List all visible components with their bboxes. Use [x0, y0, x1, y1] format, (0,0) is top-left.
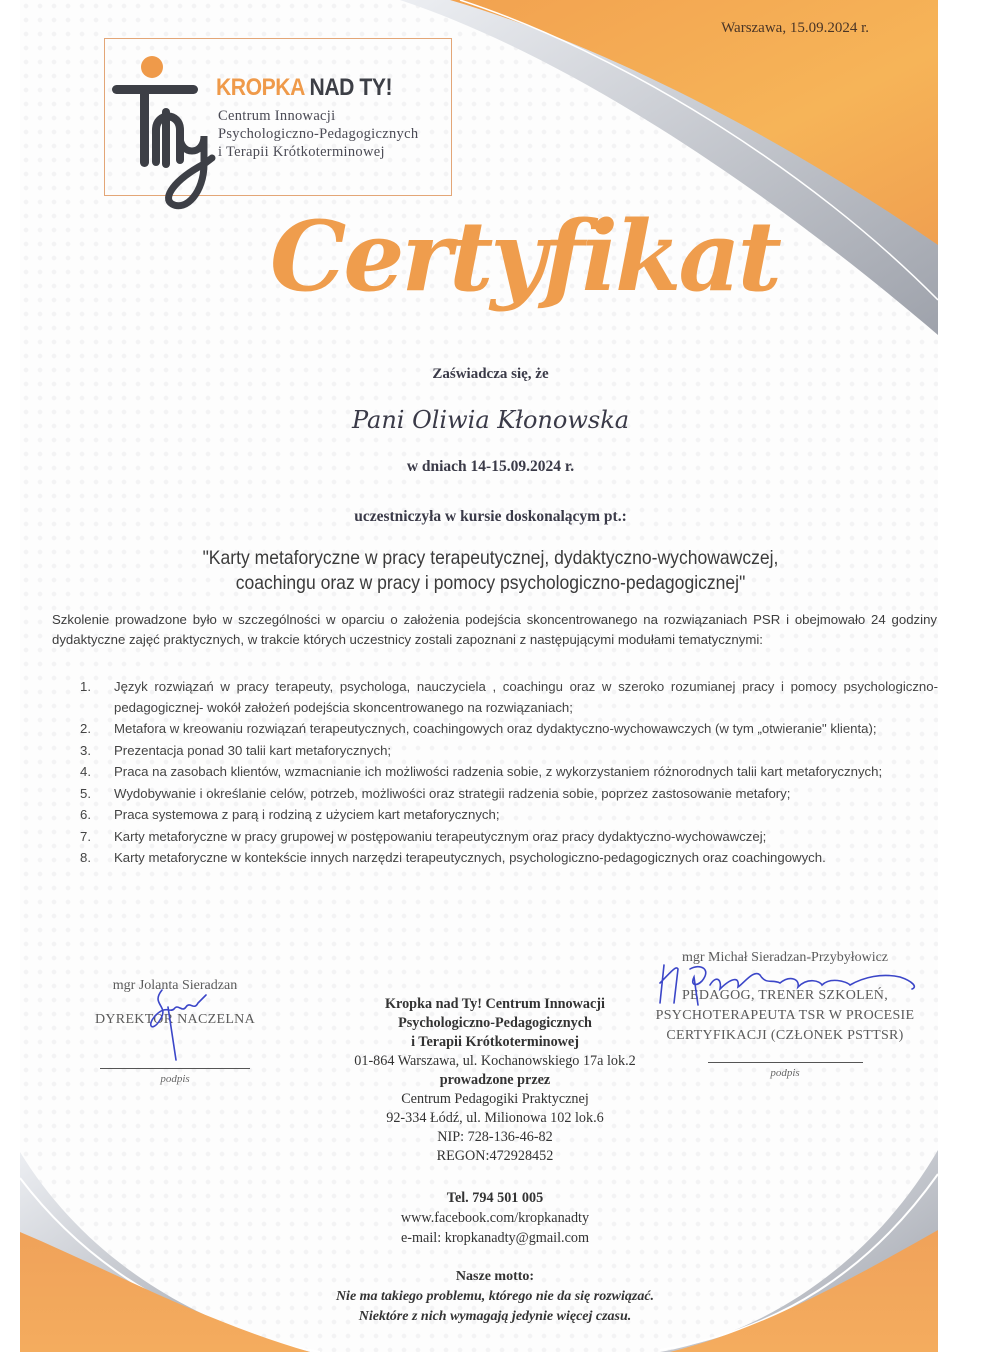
module-text: Wydobywanie i określanie celów, potrzeb, możliwości oraz strategii radzenia sobie, poprzez zastosowanie metafory;: [114, 785, 791, 801]
module-number: 7.: [80, 828, 91, 844]
logo-subtitle-line: Centrum Innowacji: [218, 108, 336, 124]
module-number: 1.: [80, 679, 91, 694]
operator-address: 92-334 Łódź, ul. Milionowa 102 lok.6: [386, 1110, 604, 1126]
logo-subtitle: [218, 107, 418, 161]
contact-info: [300, 1188, 690, 1248]
phone-number: Tel. 794 501 005: [446, 1190, 544, 1206]
module-item: [80, 677, 938, 718]
module-text: Prezentacja ponad 30 talii kart metaforycznych;: [114, 742, 392, 758]
module-item: [80, 762, 938, 783]
module-item: [80, 719, 938, 740]
module-number: 6.: [80, 807, 91, 822]
organization-name-line: i Terapii Krótkoterminowej: [411, 1034, 579, 1050]
organization-info: [300, 995, 690, 1166]
course-dates: w dniach 14-15.09.2024 r.: [406, 458, 575, 475]
module-number: 5.: [80, 785, 91, 801]
signatory-role: CERTYFIKACJI (CZŁONEK PSTTSR): [666, 1028, 904, 1043]
logo-subtitle-line: Psychologiczno-Pedagogicznych: [218, 126, 419, 142]
module-number: 8.: [80, 850, 91, 865]
motto-line: Niektóre z nich wymagają jedynie więcej czasu.: [358, 1309, 632, 1324]
email-link[interactable]: e-mail: kropkanadty@gmail.com: [401, 1230, 589, 1246]
module-text: Język rozwiązań w pracy terapeuty, psychologa, nauczyciela , coachingu oraz w szeroko rozumianej pracy i pomocy psychologiczno-pedagogicznej- wokół założeń podejścia skoncentrowanego na rozwiązaniach;: [114, 679, 938, 715]
signatory-name: mgr Michał Sieradzan-Przybyłowicz: [681, 950, 889, 965]
module-item: [80, 848, 938, 869]
operator-name: Centrum Pedagogiki Praktycznej: [401, 1091, 589, 1107]
handwritten-signature-trainer: [650, 955, 930, 1015]
kropka-nad-ty-logo-icon: [108, 52, 218, 222]
motto-line: Nie ma takiego problemu, którego nie da się rozwiązać.: [335, 1289, 655, 1304]
signature-caption: podpis: [770, 1067, 800, 1079]
module-number: 3.: [80, 742, 91, 758]
motto-label: Nasze motto:: [455, 1269, 535, 1284]
recipient-name: Pani Oliwia Kłonowska: [351, 406, 630, 434]
organization-name-line: Kropka nad Ty! Centrum Innowacji: [385, 996, 605, 1012]
course-title-line: "Karty metaforyczne w pracy terapeutycznej, dydaktyczno-wychowawczej,: [202, 547, 779, 569]
nip-number: NIP: 728-136-46-82: [437, 1129, 553, 1145]
facebook-link[interactable]: www.facebook.com/kropkanadty: [400, 1210, 590, 1226]
regon-number: REGON:472928452: [436, 1148, 554, 1164]
module-item: [80, 784, 938, 805]
signatory-role: DYREKTOR NACZELNA: [94, 1012, 255, 1027]
module-text: Metafora w kreowaniu rozwiązań terapeutycznych, coachingowych oraz dydaktyczno-wychowawczych (w tym „otwieranie" klienta);: [114, 721, 877, 736]
certificate-title: Certyfikat: [270, 200, 780, 313]
module-item: [80, 741, 938, 762]
module-text: Karty metaforyczne w pracy grupowej w postępowaniu terapeutycznym oraz pracy dydaktyczno-wychowawczej;: [114, 828, 767, 844]
module-text: Praca systemowa z parą i rodziną z użyciem kart metaforycznych;: [114, 807, 500, 822]
module-list: [80, 677, 938, 870]
module-text: Praca na zasobach klientów, wzmacnianie ich możliwości radzenia sobie, z wykorzystaniem różnorodnych talii kart metaforycznych;: [114, 764, 883, 779]
signatory-role: PSYCHOTERAPEUTA TSR W PROCESIE: [655, 1008, 915, 1023]
logo-brand-nad-ty: NAD TY!: [309, 74, 393, 101]
signature-caption: podpis: [160, 1073, 190, 1085]
organization-name-line: Psychologiczno-Pedagogicznych: [398, 1015, 592, 1031]
module-number: 2.: [80, 721, 91, 736]
motto: [250, 1267, 740, 1327]
module-item: [80, 827, 938, 848]
course-title: [49, 546, 932, 596]
signatory-name: mgr Jolanta Sieradzan: [112, 978, 238, 993]
course-title-line: coachingu oraz w pracy i pomocy psychologiczno-pedagogicznej": [235, 572, 746, 594]
module-text: Karty metaforyczne w kontekście innych narzędzi terapeutycznych, psychologiczno-pedagogicznych oraz coachingowych.: [114, 850, 826, 865]
course-intro: uczestniczyła w kursie doskonalącym pt.:: [354, 508, 627, 525]
handwritten-signature-director: [140, 985, 220, 1065]
module-number: 4.: [80, 764, 91, 779]
logo-brand-kropka: KROPKA: [216, 74, 305, 101]
logo-brand-name: [216, 74, 392, 102]
logo-subtitle-line: i Terapii Krótkoterminowej: [218, 144, 385, 160]
course-description: Szkolenie prowadzone było w szczególności w oparciu o założenia podejścia skoncentrowanego na rozwiązaniach PSR i obejmowało 24 godziny dydaktyczne zajęć praktycznych, w trakcie których uczestnicy zostali zapoznani z następującymi modułami tematycznymi:: [52, 612, 937, 647]
attestation-text: Zaświadcza się, że: [432, 366, 549, 382]
module-item: [80, 805, 938, 826]
signatory-role: PEDAGOG, TRENER SZKOLEŃ,: [681, 988, 889, 1003]
organization-address: 01-864 Warszawa, ul. Kochanowskiego 17a lok.2: [354, 1053, 636, 1069]
run-by-label: prowadzone przez: [439, 1072, 551, 1088]
signature-line: [100, 1068, 250, 1069]
place-and-date: Warszawa, 15.09.2024 r.: [721, 20, 869, 36]
signature-line: [708, 1062, 863, 1063]
